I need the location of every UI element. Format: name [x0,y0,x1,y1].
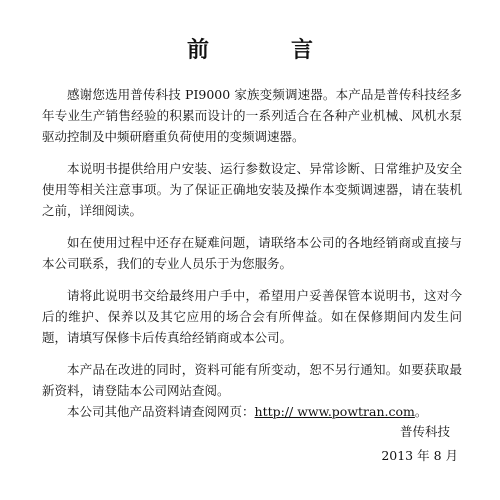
website-line [42,401,462,422]
signature-block [381,420,458,468]
page-title: 前 言 [186,38,343,63]
paragraph-manual-scope: 本说明书提供给用户安装、运行参数设定、异常诊断、日常维护及安全使用等相关注意事项。为了保证正确地安装及操作本变频调速器，请在装机之前，详细阅读。 [42,161,462,218]
paragraph-changes-notice: 本产品在改进的同时，资料可能有所变动，恕不另行通知。如要获取最新资料，请登陆本公司网站查阅。 [42,362,462,398]
paragraph-keep-manual: 请将此说明书交给最终用户手中，希望用户妥善保管本说明书，这对今后的维护、保养以及其它应用的场合会有所俾益。如在保修期间内发生问题，请填写保修卡后传真给经销商或本公司。 [42,288,462,345]
company-name: 普传科技 [399,424,450,439]
paragraph-thanks: 感谢您选用普传科技 PI9000 家族变频调速器。本产品是普传科技经多年专业生产销售经验的积累而设计的一系列适合在各种产业机械、风机水泵驱动控制及中频研磨重负荷使用的变频调速器。 [42,87,462,144]
paragraph-support-contact: 如在使用过程中还存在疑难问题，请联络本公司的各地经销商或直接与本公司联系，我们的专业人员乐于为您服务。 [42,235,462,271]
website-suffix: 。 [414,404,428,419]
preface-body [42,84,462,422]
document-date: 2013 年 8 月 [381,448,458,463]
website-prefix: 本公司其他产品资料请查阅网页： [67,404,255,419]
website-link[interactable]: http:// www.powtran.com [254,404,415,419]
